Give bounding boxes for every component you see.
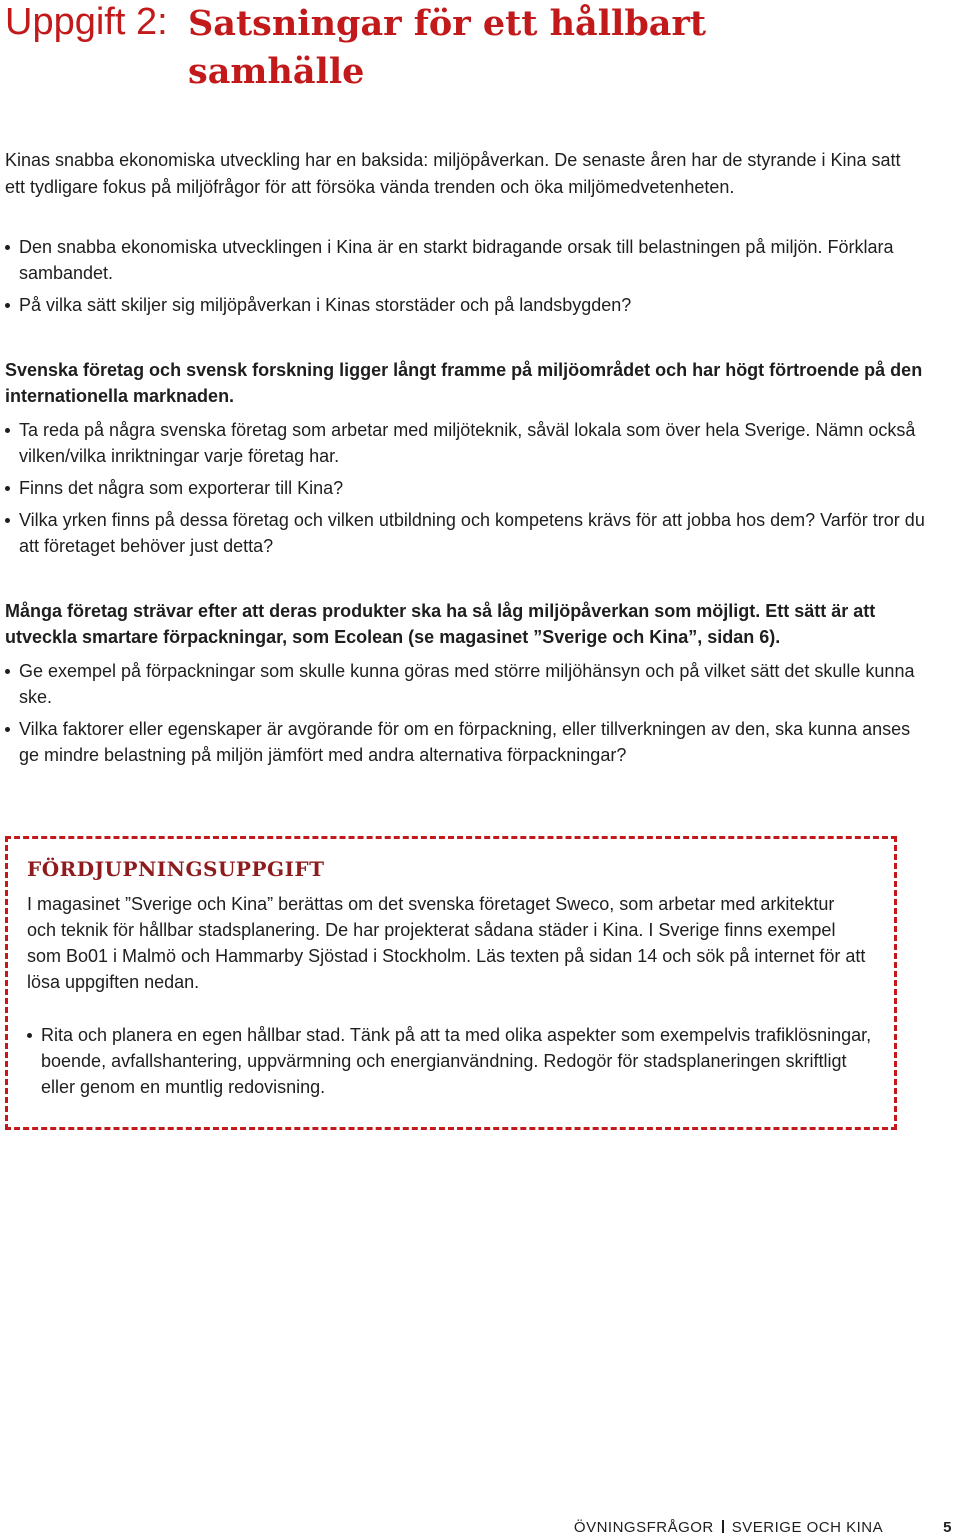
page-footer [574,1519,952,1536]
section2-question-list [5,417,925,559]
title-prefix: Uppgift 2: [5,1,168,43]
section3-question-list [5,658,925,768]
question-item: Finns det några som exporterar till Kina? [5,475,925,501]
question-item: Vilka faktorer eller egenskaper är avgörande för om en förpackning, eller tillverkningen av den, ska kunna anses ge mindre belastning på miljön jämfört med andra alternativa förpackningar? [5,716,925,768]
question-item: Den snabba ekonomiska utvecklingen i Kina är en starkt bidragande orsak till belastningen på miljön. Förklara sambandet. [5,234,925,286]
footer-publication-label: SVERIGE OCH KINA [731,1519,884,1536]
footer-separator [722,1520,724,1533]
question-item: Ta reda på några svenska företag som arbetar med miljöteknik, såväl lokala som över hela Sverige. Nämn också vilken/vilka inriktningar varje företag har. [5,417,925,469]
section3-lead: Många företag strävar efter att deras produkter ska ha så låg miljöpåverkan som möjligt. Ett sätt är att utveckla smartare förpackningar, som Ecolean (se magasinet ”Sverige och Kina”, sidan 6). [5,601,876,647]
question-item: På vilka sätt skiljer sig miljöpåverkan i Kinas storstäder och på landsbygden? [5,292,925,318]
deepening-task-list [27,1022,877,1100]
task-item: Rita och planera en egen hållbar stad. Tänk på att ta med olika aspekter som exempelvis trafiklösningar, boende, avfallshantering, uppvärmning och energianvändning. Redogör för stadsplaneringen skriftligt eller genom en muntlig redovisning. [27,1022,877,1100]
footer-section-label: ÖVNINGSFRÅGOR [573,1519,714,1536]
section1-question-list [5,234,925,318]
deepening-task-heading: FÖRDJUPNINGSUPPGIFT [27,857,325,881]
deepening-task-text: I magasinet ”Sverige och Kina” berättas om det svenska företaget Sweco, som arbetar med arkitektur och teknik för hållbar stadsplanering. De har projekterat sådana städer i Kina. I Sverige finns exempel som Bo01 i Malmö och Hammarby Sjöstad i Stockholm. Läs texten på sidan 14 och sök på internet för att lösa uppgiften nedan. [27,894,866,992]
title-main: Satsningar för ett hållbart samhälle [188,3,707,92]
question-item: Vilka yrken finns på dessa företag och vilken utbildning och kompetens krävs för att jobba hos dem? Varför tror du att företaget behöver just detta? [5,507,925,559]
deepening-task-box [5,836,897,1130]
page-number: 5 [943,1519,952,1536]
question-item: Ge exempel på förpackningar som skulle kunna göras med större miljöhänsyn och på vilket sätt det skulle kunna ske. [5,658,925,710]
intro-paragraph: Kinas snabba ekonomiska utveckling har en baksida: miljöpåverkan. De senaste åren har de styrande i Kina satt ett tydligare fokus på miljöfrågor för att försöka vända trenden och öka miljömedvetenheten. [5,150,901,197]
section2-lead: Svenska företag och svensk forskning ligger långt framme på miljöområdet och har högt förtroende på den internationella marknaden. [5,360,923,406]
